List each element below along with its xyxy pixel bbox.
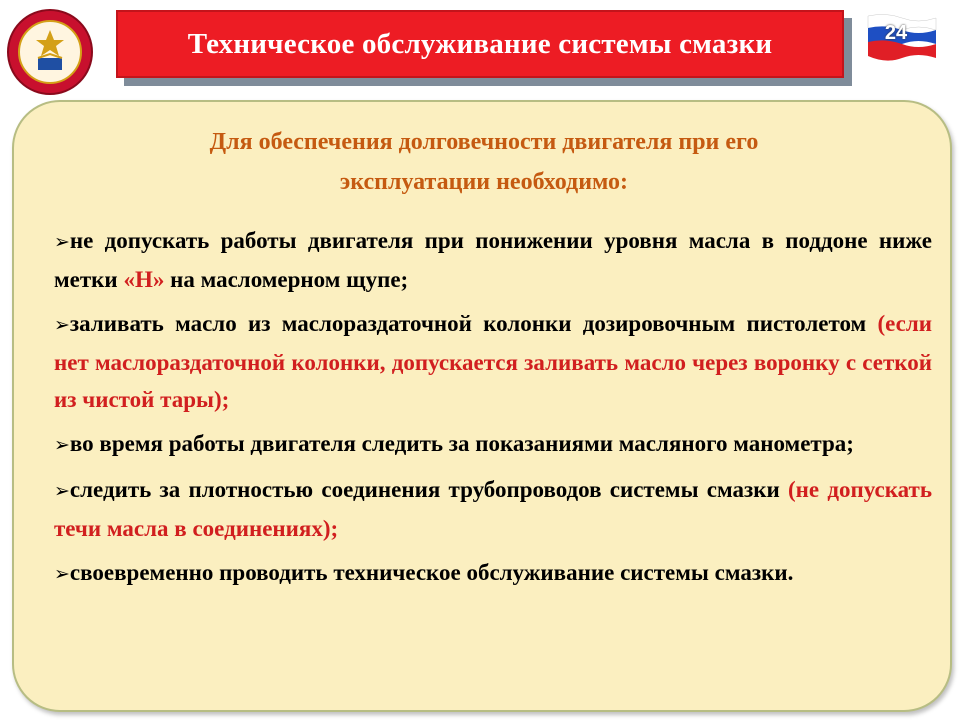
item-highlight: (если нет маслораздаточной колонки, допускается заливать масло через воронку с сеткой из чистой тары); [54, 311, 932, 412]
lead-text [54, 122, 914, 202]
list-item [54, 305, 932, 418]
academy-emblem-logo [6, 8, 94, 96]
lead-line-2: эксплуатации необходимо: [339, 169, 629, 195]
item-text: во время работы двигателя следить за показаниями масляного манометра; [69, 431, 854, 456]
slide-number: 24 [884, 22, 908, 44]
list-item [54, 222, 932, 298]
page-title: Техническое обслуживание системы смазки [187, 27, 773, 60]
item-text: следить за плотностью соединения трубопроводов системы смазки [69, 477, 788, 502]
item-text: не допускать работы двигателя при понижении уровня масла в поддоне ниже метки [54, 228, 932, 292]
lead-line-1: Для обеспечения долговечности двигателя при его [209, 129, 759, 155]
list-item [54, 425, 932, 464]
list-item [54, 471, 932, 547]
arrow-bullet-icon: ➢ [54, 563, 70, 585]
arrow-bullet-icon: ➢ [54, 231, 70, 253]
title-banner [116, 10, 844, 78]
requirements-list [54, 222, 932, 600]
item-text: заливать масло из маслораздаточной колонки дозировочным пистолетом [69, 311, 878, 336]
item-text: своевременно проводить техническое обслуживание системы смазки. [69, 560, 794, 585]
item-highlight: «Н» [123, 267, 165, 292]
item-highlight: (не допускать течи масла в соединениях); [54, 477, 932, 541]
item-tail: на масломерном щупе; [164, 267, 409, 292]
arrow-bullet-icon: ➢ [54, 434, 70, 456]
list-item [54, 554, 932, 593]
content-panel [12, 100, 952, 712]
arrow-bullet-icon: ➢ [54, 314, 70, 336]
arrow-bullet-icon: ➢ [54, 480, 70, 502]
